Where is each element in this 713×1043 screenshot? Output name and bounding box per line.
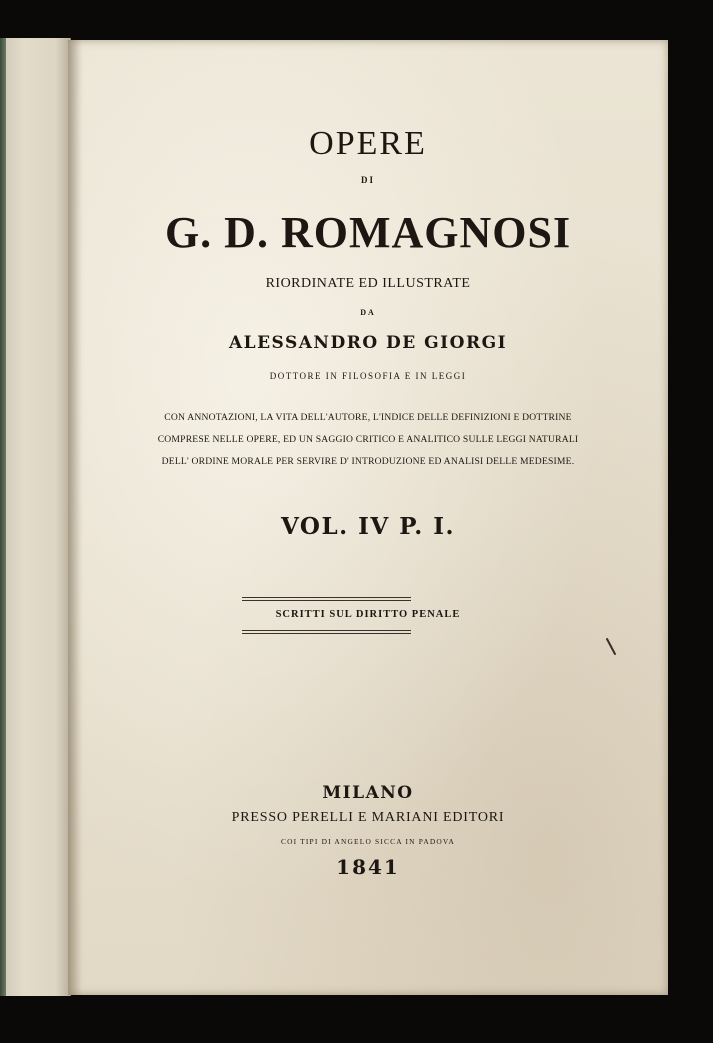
title-page [68, 40, 668, 995]
author-name: G. D. ROMAGNOSI [164, 208, 572, 257]
volume-subject: SCRITTI SUL DIRITTO PENALE [275, 609, 461, 620]
description [68, 407, 668, 473]
gutter-shadow [68, 40, 82, 995]
imprint-year: 1841 [336, 855, 400, 879]
spine-edge [0, 38, 6, 996]
imprint-printer: COI TIPI DI ANGELO SICCA IN PADOVA [280, 837, 456, 846]
double-rule-top-inner [242, 600, 411, 601]
imprint-city: MILANO [322, 783, 414, 803]
ink-mark [606, 638, 617, 656]
preposition-da: DA [360, 308, 376, 317]
double-rule-top [242, 597, 411, 598]
description-line: DELL' ORDINE MORALE PER SERVIRE D' INTRODUZIONE ED ANALISI DELLE MEDESIME. [161, 456, 575, 467]
endpaper [0, 38, 71, 996]
volume-number: VOL. IV P. I. [280, 513, 456, 540]
series-title: OPERE [309, 125, 427, 162]
double-rule-bottom-inner [242, 633, 411, 634]
imprint-publisher: PRESSO PERELLI E MARIANI EDITORI [231, 810, 505, 825]
editor-credentials: DOTTORE IN FILOSOFIA E IN LEGGI [269, 371, 467, 381]
double-rule-bottom [242, 630, 411, 631]
description-line: CON ANNOTAZIONI, LA VITA DELL'AUTORE, L'INDICE DELLE DEFINIZIONI E DOTTRINE [164, 412, 572, 423]
editor-name: ALESSANDRO DE GIORGI [228, 333, 508, 353]
description-line: COMPRESE NELLE OPERE, ED UN SAGGIO CRITICO E ANALITICO SULLE LEGGI NATURALI [157, 434, 579, 445]
arranged-line: RIORDINATE ED ILLUSTRATE [265, 276, 471, 291]
preposition-di: DI [360, 175, 375, 185]
